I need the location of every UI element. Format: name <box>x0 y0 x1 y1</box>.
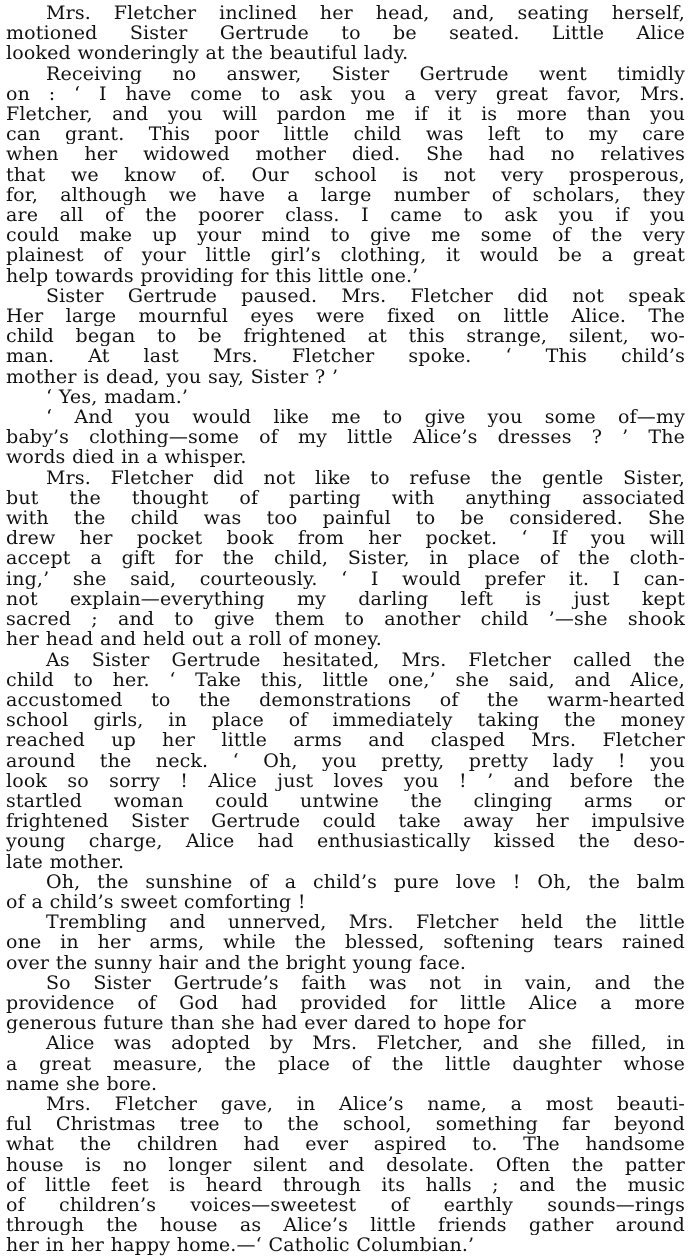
text-line: help towards providing for this little one.’ <box>6 265 419 286</box>
text-line: look so sorry ! Alice just loves you ! ’ and before the <box>6 770 685 791</box>
text-line: her head and held out a roll of money. <box>6 629 382 650</box>
text-line: are all of the poorer class. I came to ask you if you <box>6 205 685 226</box>
text-line: on : ‘ I have come to ask you a very great favor, Mrs. <box>6 83 685 105</box>
text-line: not explain—everything my darling left is just kept <box>6 588 685 610</box>
article-paragraph <box>6 387 685 407</box>
text-line: Oh, the sunshine of a child’s pure love ! Oh, the balm <box>46 871 685 892</box>
text-line: of little feet is heard through its halls ; and the music <box>6 1174 685 1195</box>
text-line: Trembling and unnerved, Mrs. Fletcher held the little <box>46 912 685 933</box>
text-line: Fletcher, and you will pardon me if it is more than you <box>6 104 685 125</box>
text-line: around the neck. ‘ Oh, you pretty, pretty lady ! you <box>6 750 685 771</box>
text-line: could make up your mind to give me some of the very <box>6 225 685 246</box>
text-line: baby’s clothing—some of my little Alice’s dresses ? ’ The <box>6 427 685 448</box>
text-line: one in her arms, while the blessed, softening tears rained <box>6 932 685 953</box>
text-line: ‘ And you would like me to give you some of—my <box>46 407 685 428</box>
text-line: looked wonderingly at the beautiful lady. <box>6 43 409 64</box>
article-paragraph <box>6 64 685 286</box>
text-line: name she bore. <box>6 1073 158 1094</box>
text-line: through the house as Alice’s little friends gather around <box>6 1215 685 1236</box>
text-line: So Sister Gertrude’s faith was not in vain, and the <box>46 972 685 993</box>
text-line: Sister Gertrude paused. Mrs. Fletcher did not speak <box>46 285 685 307</box>
text-line: child to her. ‘ Take this, little one,’ she said, and Alice, <box>6 669 685 690</box>
text-line: mother is dead, you say, Sister ? ’ <box>6 366 339 387</box>
text-line: Mrs. Fletcher inclined her head, and, seating herself, <box>46 3 685 24</box>
text-line: man. At last Mrs. Fletcher spoke. ‘ This child’s <box>6 346 685 367</box>
text-line: when her widowed mother died. She had no relatives <box>6 144 685 165</box>
text-line: providence of God had provided for little Alice a more <box>6 992 685 1014</box>
article-paragraph <box>6 468 685 650</box>
text-line: child began to be frightened at this strange, silent, wo- <box>6 326 685 347</box>
text-line: plainest of your little girl’s clothing, it would be a great <box>6 245 685 266</box>
text-line: a great measure, the place of the little daughter whose <box>6 1053 685 1074</box>
article-paragraph <box>6 1094 685 1256</box>
text-line: her in her happy home.—‘ Catholic Columbian.’ <box>6 1235 475 1256</box>
text-line: house is no longer silent and desolate. Often the patter <box>6 1154 685 1175</box>
text-line: drew her pocket book from her pocket. ‘ If you will <box>6 528 685 549</box>
text-line: As Sister Gertrude hesitated, Mrs. Fletcher called the <box>46 649 685 670</box>
article-paragraph <box>6 3 685 64</box>
text-line: for, although we have a large number of scholars, they <box>6 184 685 206</box>
article-paragraph <box>6 872 685 912</box>
article-paragraph <box>6 650 685 872</box>
text-line: Alice was adopted by Mrs. Fletcher, and she filled, in <box>46 1033 685 1054</box>
article-paragraph <box>6 407 685 468</box>
text-line: Receiving no answer, Sister Gertrude went timidly <box>46 63 685 84</box>
text-line: accept a gift for the child, Sister, in place of the cloth- <box>6 548 685 569</box>
text-line: that we know of. Our school is not very prosperous, <box>6 164 685 185</box>
text-line: young charge, Alice had enthusiastically kissed the deso- <box>6 831 685 852</box>
text-line: sacred ; and to give them to another child ’—she shook <box>6 609 685 630</box>
text-line: with the child was too painful to be considered. She <box>6 508 685 529</box>
text-line: but the thought of parting with anything associated <box>6 487 685 509</box>
text-line: reached up her little arms and clasped Mrs. Fletcher <box>6 730 685 751</box>
text-line: Her large mournful eyes were fixed on little Alice. The <box>6 306 685 327</box>
text-line: ing,’ she said, courteously. ‘ I would prefer it. I can- <box>6 568 685 589</box>
text-line: can grant. This poor little child was left to my care <box>6 124 685 145</box>
text-line: motioned Sister Gertrude to be seated. Little Alice <box>6 23 685 44</box>
article-paragraph <box>6 286 685 387</box>
text-line: late mother. <box>6 851 125 872</box>
text-line: ‘ Yes, madam.’ <box>46 386 189 408</box>
text-line: of a child’s sweet comforting ! <box>6 891 306 913</box>
article-paragraph <box>6 912 685 973</box>
text-line: Mrs. Fletcher gave, in Alice’s name, a most beauti- <box>46 1093 685 1115</box>
text-line: words died in a whisper. <box>6 447 247 468</box>
text-line: startled woman could untwine the clinging arms or <box>6 790 685 812</box>
text-line: of children’s voices—sweetest of earthly sounds—rings <box>6 1194 685 1216</box>
text-line: frightened Sister Gertrude could take away her impulsive <box>6 811 685 832</box>
text-line: school girls, in place of immediately taking the money <box>6 710 685 731</box>
text-line: ful Christmas tree to the school, something far beyond <box>6 1114 685 1135</box>
text-line: Mrs. Fletcher did not like to refuse the gentle Sister, <box>46 467 685 488</box>
text-line: accustomed to the demonstrations of the warm-hearted <box>6 689 685 711</box>
text-line: what the children had ever aspired to. The handsome <box>6 1134 685 1155</box>
article-paragraph <box>6 1033 685 1094</box>
text-line: generous future than she had ever dared to hope for <box>6 1013 526 1034</box>
text-line: over the sunny hair and the bright young face. <box>6 952 467 973</box>
article-paragraph <box>6 973 685 1034</box>
